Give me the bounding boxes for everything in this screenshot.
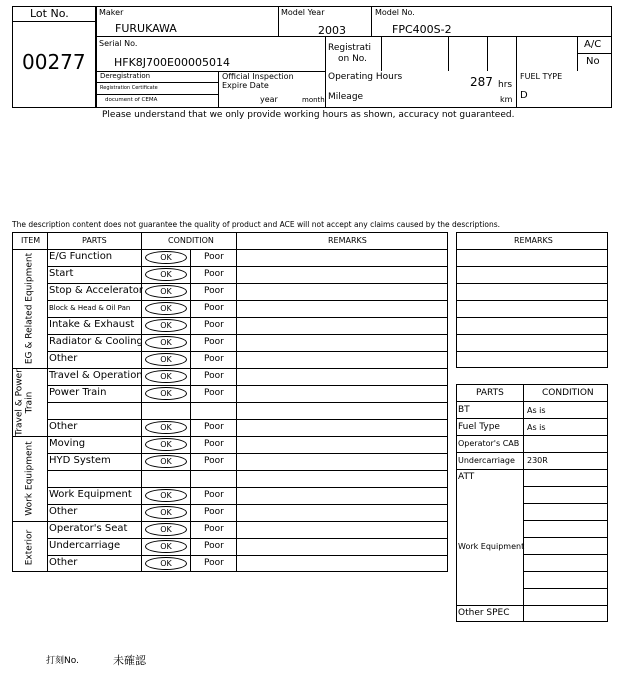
poor-option[interactable]: Poor (204, 320, 224, 330)
ok-option[interactable]: OK (145, 523, 187, 536)
part-label: Other (49, 421, 78, 432)
row-divider (47, 538, 448, 539)
lot-no-value: 00277 (22, 50, 86, 74)
condition-line (523, 503, 608, 504)
condition-line (523, 588, 608, 589)
row-divider (47, 385, 448, 386)
col-item-header: ITEM (21, 236, 41, 245)
poor-option[interactable]: Poor (204, 541, 224, 551)
poor-option[interactable]: Poor (204, 286, 224, 296)
lot-no-label: Lot No. (30, 7, 69, 20)
fuel-type-value: D (520, 90, 528, 101)
part-label: Moving (49, 438, 86, 449)
operating-hours-value: 287 (470, 75, 493, 89)
row-divider (47, 266, 448, 267)
poor-option[interactable]: Poor (204, 354, 224, 364)
model-year-value: 2003 (318, 24, 346, 37)
remark-line (456, 334, 608, 335)
poor-option[interactable]: Poor (204, 371, 224, 381)
row-divider (47, 419, 448, 420)
part-label: E/G Function (49, 251, 113, 262)
month-label: month (302, 96, 325, 104)
condition-line (523, 571, 608, 572)
part-label: Undercarriage (49, 540, 121, 551)
poor-option[interactable]: Poor (204, 269, 224, 279)
poor-option[interactable]: Poor (204, 558, 224, 568)
part-label: HYD System (49, 455, 111, 466)
deregistration-label: Deregistration (100, 72, 151, 80)
ok-option[interactable]: OK (145, 540, 187, 553)
ok-option[interactable]: OK (145, 438, 187, 451)
part-label: Power Train (49, 387, 107, 398)
mileage-label: Mileage (328, 92, 364, 102)
ok-option[interactable]: OK (145, 557, 187, 570)
condition-line (523, 486, 608, 487)
remark-line (456, 300, 608, 301)
row-divider (47, 555, 448, 556)
ok-option[interactable]: OK (145, 489, 187, 502)
part-label: Start (49, 268, 74, 279)
other-spec-label: Other SPEC (458, 608, 510, 618)
hrs-unit: hrs (498, 80, 513, 90)
poor-option[interactable]: Poor (204, 252, 224, 262)
ok-option[interactable]: OK (145, 302, 187, 315)
poor-option[interactable]: Poor (204, 439, 224, 449)
row-divider (47, 436, 448, 437)
official-inspection-label-1: Official Inspection (222, 72, 294, 81)
part-label: Other (49, 557, 78, 568)
poor-option[interactable]: Poor (204, 388, 224, 398)
row-divider (47, 402, 448, 403)
remark-line (456, 283, 608, 284)
ok-option[interactable]: OK (145, 353, 187, 366)
col-remarks-header: REMARKS (328, 236, 367, 245)
row-divider (47, 334, 448, 335)
poor-option[interactable]: Poor (204, 303, 224, 313)
row-divider (47, 368, 448, 369)
part-label: Other (49, 353, 78, 364)
undercarriage-value: 230R (527, 456, 548, 465)
ac-value: No (586, 56, 600, 67)
poor-option[interactable]: Poor (204, 507, 224, 517)
model-year-label: Model Year (281, 8, 325, 17)
stamp-value: 未確認 (113, 654, 146, 667)
ok-option[interactable]: OK (145, 336, 187, 349)
fuel-type-row-value: As is (527, 423, 546, 432)
row-divider (47, 504, 448, 505)
row-divider (47, 521, 448, 522)
part-label: Radiator & Cooling (49, 336, 143, 347)
col-parts-header: PARTS (82, 236, 107, 245)
ac-label: A/C (584, 39, 602, 50)
poor-option[interactable]: Poor (204, 490, 224, 500)
row-divider (47, 351, 448, 352)
fuel-type-row-label: Fuel Type (458, 422, 500, 432)
maker-label: Maker (99, 8, 124, 17)
ok-option[interactable]: OK (145, 370, 187, 383)
serial-no-label: Serial No. (99, 39, 138, 48)
part-label: Stop & Accelerator (49, 285, 144, 296)
ok-option[interactable]: OK (145, 319, 187, 332)
part-label: Work Equipment (49, 489, 132, 500)
col-condition-header: CONDITION (168, 236, 214, 245)
operators-cab-label: Operator's CAB (458, 439, 520, 448)
remark-line (456, 317, 608, 318)
ok-option[interactable]: OK (145, 387, 187, 400)
km-unit: km (500, 95, 513, 104)
row-divider (47, 283, 448, 284)
ok-option[interactable]: OK (145, 421, 187, 434)
ok-option[interactable]: OK (145, 251, 187, 264)
model-no-value: FPC400S-2 (392, 23, 452, 36)
registration-label-2: on No. (338, 54, 368, 64)
model-no-label: Model No. (375, 8, 415, 17)
remark-line (456, 266, 608, 267)
remark-line (456, 351, 608, 352)
fuel-type-label: FUEL TYPE (520, 72, 563, 81)
bt-label: BT (458, 405, 470, 415)
condition-line (523, 520, 608, 521)
right-remarks-header: REMARKS (514, 236, 553, 245)
row-divider (47, 317, 448, 318)
row-divider (47, 453, 448, 454)
group-travel-power-2: Train (24, 391, 35, 414)
work-equipment-label: Work Equipment (458, 542, 525, 551)
undercarriage-label: Undercarriage (458, 456, 515, 465)
poor-option[interactable]: Poor (204, 456, 224, 466)
part-label: Intake & Exhaust (49, 319, 135, 330)
poor-option[interactable]: Poor (204, 422, 224, 432)
serial-no-value: HFK8J700E00005014 (114, 56, 230, 69)
condition-line (523, 537, 608, 538)
part-label: Operator's Seat (49, 523, 128, 534)
ok-option[interactable]: OK (145, 455, 187, 468)
group-travel-power-1: Travel & Power (14, 369, 25, 436)
bt-value: As is (527, 406, 546, 415)
group-exterior: Exterior (24, 529, 35, 566)
row-divider (47, 487, 448, 488)
part-label: Travel & Operation (49, 370, 143, 381)
maker-value: FURUKAWA (115, 22, 177, 35)
row-divider (47, 470, 448, 471)
disclaimer-text: The description content does not guarantee the quality of product and ACE will not accept any claims caused by the descriptions. (12, 220, 501, 229)
registration-label-1: Registrati (328, 43, 372, 53)
operating-hours-label: Operating Hours (328, 72, 403, 82)
stamp-label: 打刻No. (46, 656, 79, 666)
poor-option[interactable]: Poor (204, 524, 224, 534)
group-work-equipment: Work Equipment (24, 441, 35, 516)
official-inspection-label-2: Expire Date (222, 81, 269, 90)
right-parts-header: PARTS (476, 388, 504, 398)
part-label: Block & Head & Oil Pan (49, 304, 131, 312)
right-condition-header: CONDITION (542, 388, 594, 398)
ok-option[interactable]: OK (145, 285, 187, 298)
accuracy-note: Please understand that we only provide working hours as shown, accuracy not guaranteed. (102, 110, 515, 120)
ok-option[interactable]: OK (145, 268, 187, 281)
att-label: ATT (458, 472, 475, 482)
group-eg-related: EG & Related Equipment (24, 252, 35, 365)
poor-option[interactable]: Poor (204, 337, 224, 347)
condition-line (523, 554, 608, 555)
row-divider (47, 300, 448, 301)
registration-certificate-label: Registration Certificate (100, 85, 158, 91)
ok-option[interactable]: OK (145, 506, 187, 519)
document-cema-label: document of CEMA (105, 97, 158, 103)
part-label: Other (49, 506, 78, 517)
year-label: year (260, 95, 278, 104)
